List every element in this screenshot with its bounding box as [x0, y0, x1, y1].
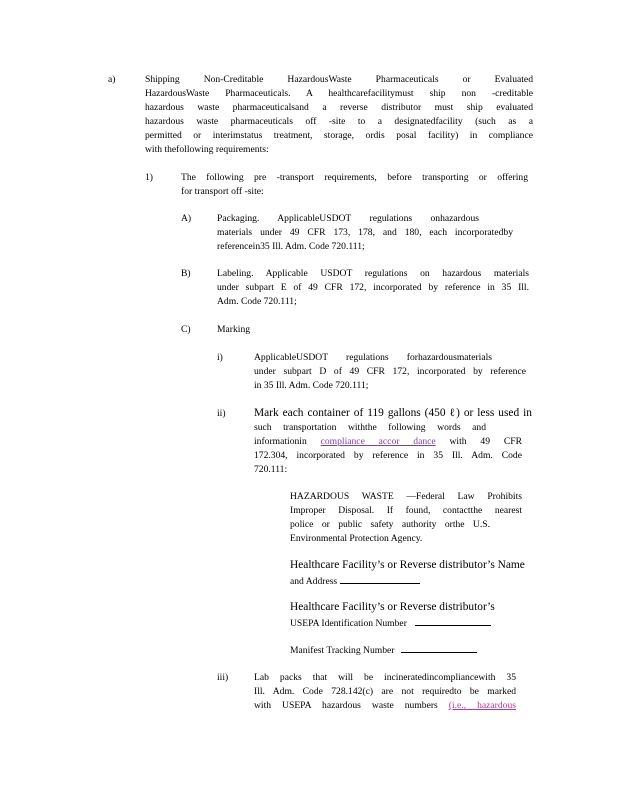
item-iii-paragraph	[254, 671, 516, 713]
notice-line: Environmental Protection Agency.	[290, 533, 423, 544]
item-ii-line-text: with 49 CFR	[449, 436, 522, 447]
section-a-line: with thefollowing requirements:	[145, 144, 269, 155]
section-a-line: HazardousWaste Pharmaceuticals. A healthcarefacilitymust ship non -creditable	[145, 88, 533, 99]
item-ii-line: Mark each container of 119 gallons (450 ℓ) or less used in	[254, 407, 532, 419]
item-ii-line	[254, 435, 522, 449]
item-1-line: The following pre -transport requirements, before transporting or offering	[181, 172, 528, 183]
address-field-row	[290, 573, 550, 589]
manifest-field-row	[290, 642, 550, 658]
item-A-line: Packaging. ApplicableUSDOT regulations onhazardous	[217, 213, 479, 224]
name-address-field	[290, 558, 550, 589]
address-blank-line	[340, 573, 420, 584]
section-a-line: permitted or interimstatus treatment, storage, ordis posal facility) in compliance	[145, 130, 533, 141]
ie-hazardous-link[interactable]: (i.e., hazardous	[448, 700, 516, 711]
address-field-label: and Address	[290, 576, 338, 587]
item-A-paragraph	[217, 212, 513, 254]
usepa-blank-line	[415, 615, 491, 626]
item-ii-line-text: informationin	[254, 436, 307, 447]
section-a-paragraph	[145, 73, 533, 157]
section-a-line: hazardous waste pharmaceuticalsand a reverse distributor must ship evaluated	[145, 102, 533, 113]
usepa-id-field	[290, 600, 550, 631]
item-ii-line: such transportation withthe following words and	[254, 422, 486, 433]
item-i-paragraph	[254, 351, 526, 393]
hazardous-waste-notice	[290, 490, 522, 546]
compliance-accordance-link[interactable]: compliance accor dance	[320, 436, 436, 447]
item-C-label: C)	[181, 324, 191, 335]
item-C-heading: Marking	[217, 324, 251, 335]
item-B-line: Adm. Code 720.111;	[217, 296, 297, 307]
usepa-field-row	[290, 615, 550, 631]
section-a-label: a)	[108, 74, 116, 85]
item-i-label: i)	[217, 352, 223, 363]
item-1-paragraph	[181, 171, 528, 199]
item-A-line: referencein35 Ill. Adm. Code 720.111;	[217, 241, 365, 252]
manifest-field-label: Manifest Tracking Number	[290, 645, 395, 656]
item-ii-paragraph	[254, 406, 532, 477]
manifest-blank-line	[401, 642, 477, 653]
item-iii-line: Lab packs that will be incineratedincompliancewith 35	[254, 672, 516, 683]
item-ii-label: ii)	[217, 408, 226, 419]
notice-line: police or public safety authority orthe U.S.	[290, 519, 490, 530]
item-B-label: B)	[181, 268, 191, 279]
usepa-field-title: Healthcare Facility’s or Reverse distributor’s	[290, 601, 495, 613]
item-iii-label: iii)	[217, 672, 229, 683]
item-A-line: materials under 49 CFR 173, 178, and 180, each incorporatedby	[217, 227, 513, 238]
item-B-line: Labeling. Applicable USDOT regulations on hazardous materials	[217, 268, 529, 279]
manifest-tracking-field	[290, 642, 550, 658]
item-iii-line-text: with USEPA hazardous waste numbers	[254, 700, 438, 711]
item-1-line: for transport off -site:	[181, 186, 264, 197]
section-a-line: Shipping Non-Creditable HazardousWaste Pharmaceuticals or Evaluated	[145, 74, 533, 85]
item-1-label: 1)	[145, 172, 153, 183]
item-i-line: ApplicableUSDOT regulations forhazardousmaterials	[254, 352, 492, 363]
item-B-line: under subpart E of 49 CFR 172, incorporated by reference in 35 Ill.	[217, 282, 529, 293]
item-B-paragraph	[217, 267, 529, 309]
section-a-line: hazardous waste pharmaceuticals off -site to a designatedfacility (such as a	[145, 116, 533, 127]
notice-line: Improper Disposal. If found, contactthe nearest	[290, 505, 522, 516]
item-iii-line	[254, 699, 516, 713]
notice-line: HAZARDOUS WASTE —Federal Law Prohibits	[290, 491, 522, 502]
usepa-field-label: USEPA Identification Number	[290, 618, 407, 629]
item-i-line: in 35 Ill. Adm. Code 720.111;	[254, 380, 369, 391]
item-A-label: A)	[181, 213, 192, 224]
item-i-line: under subpart D of 49 CFR 172, incorporated by reference	[254, 366, 526, 377]
name-field-title: Healthcare Facility’s or Reverse distributor’s Name	[290, 559, 525, 571]
item-ii-line: 172.304, incorporated by reference in 35 Ill. Adm. Code	[254, 450, 522, 461]
item-ii-line: 720.111:	[254, 464, 288, 475]
item-iii-line: Ill. Adm. Code 728.142(c) are not requiredto be marked	[254, 686, 516, 697]
